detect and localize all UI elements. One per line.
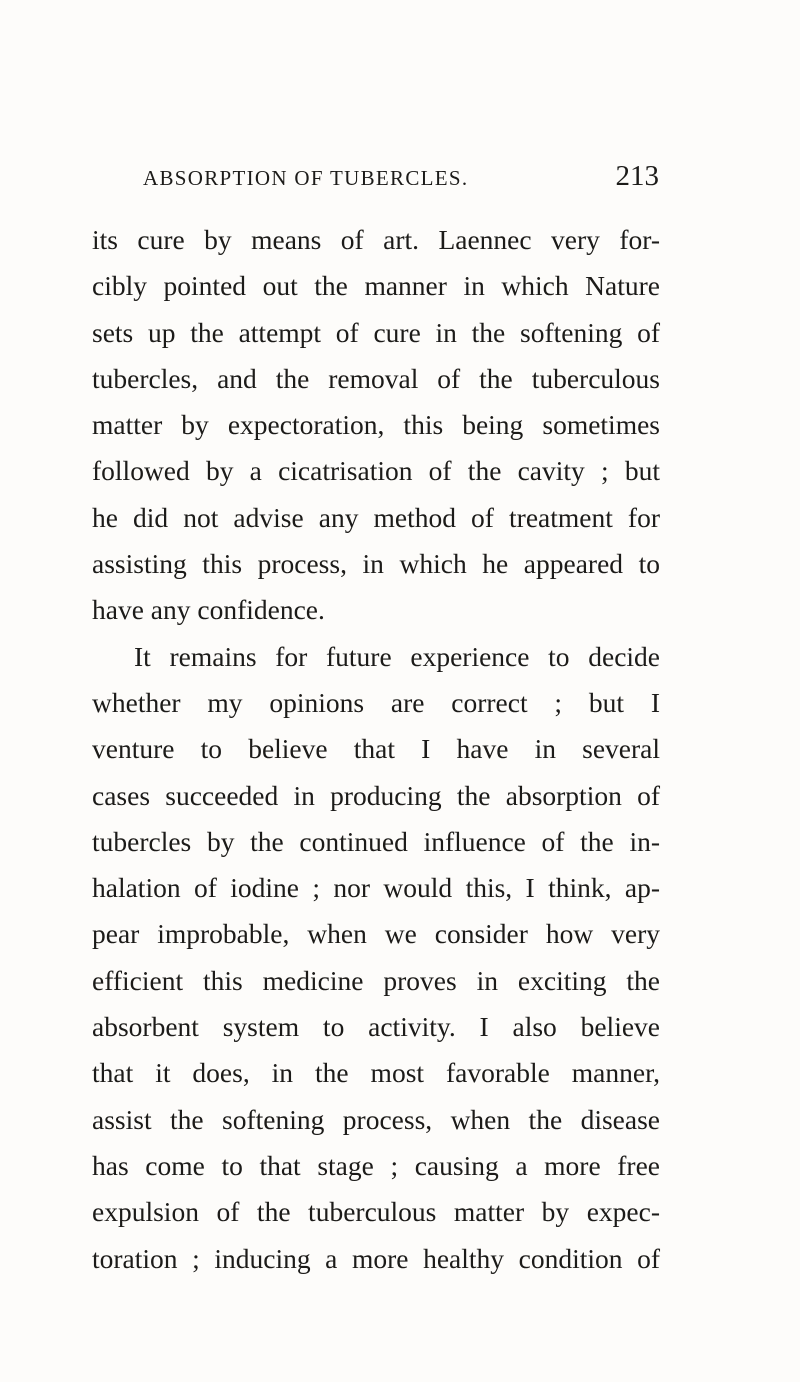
text-line: matter by expectoration, this being sometimes [92,409,660,441]
text-line: efficient this medicine proves in exciting the [92,964,660,996]
text-line: pear improbable, when we consider how very [92,918,660,950]
text-line: has come to that stage ; causing a more free [92,1149,660,1181]
running-head [143,160,659,200]
text-line: he did not advise any method of treatment for [92,501,660,533]
text-line: expulsion of the tuberculous matter by expec- [92,1196,660,1228]
paragraph-start-line: It remains for future experience to decide [134,640,660,672]
text-line: assist the softening process, when the disease [92,1103,660,1135]
page-number: 213 [615,160,659,192]
text-line: venture to believe that I have in several [92,733,660,765]
text-line: followed by a cicatrisation of the cavity ; but [92,455,660,487]
text-line: its cure by means of art. Laennec very for- [92,224,660,255]
text-line: tubercles, and the removal of the tuberculous [92,362,660,394]
text-line: absorbent system to activity. I also believe [92,1011,660,1043]
running-title: ABSORPTION OF TUBERCLES. [143,166,469,190]
text-line: have any confidence. [92,594,325,626]
text-line: halation of iodine ; nor would this, I think, ap- [92,872,660,904]
text-line: cases succeeded in producing the absorption of [92,779,660,811]
text-line: cibly pointed out the manner in which Nature [92,270,660,302]
text-line: sets up the attempt of cure in the softening of [92,316,660,348]
text-line: that it does, in the most favorable manner, [92,1057,660,1089]
text-line: whether my opinions are correct ; but I [92,686,660,718]
text-line: toration ; inducing a more healthy condition of [92,1242,660,1274]
text-line: assisting this process, in which he appeared to [92,548,660,580]
body-text [92,217,660,1282]
text-line: tubercles by the continued influence of the in- [92,825,660,857]
